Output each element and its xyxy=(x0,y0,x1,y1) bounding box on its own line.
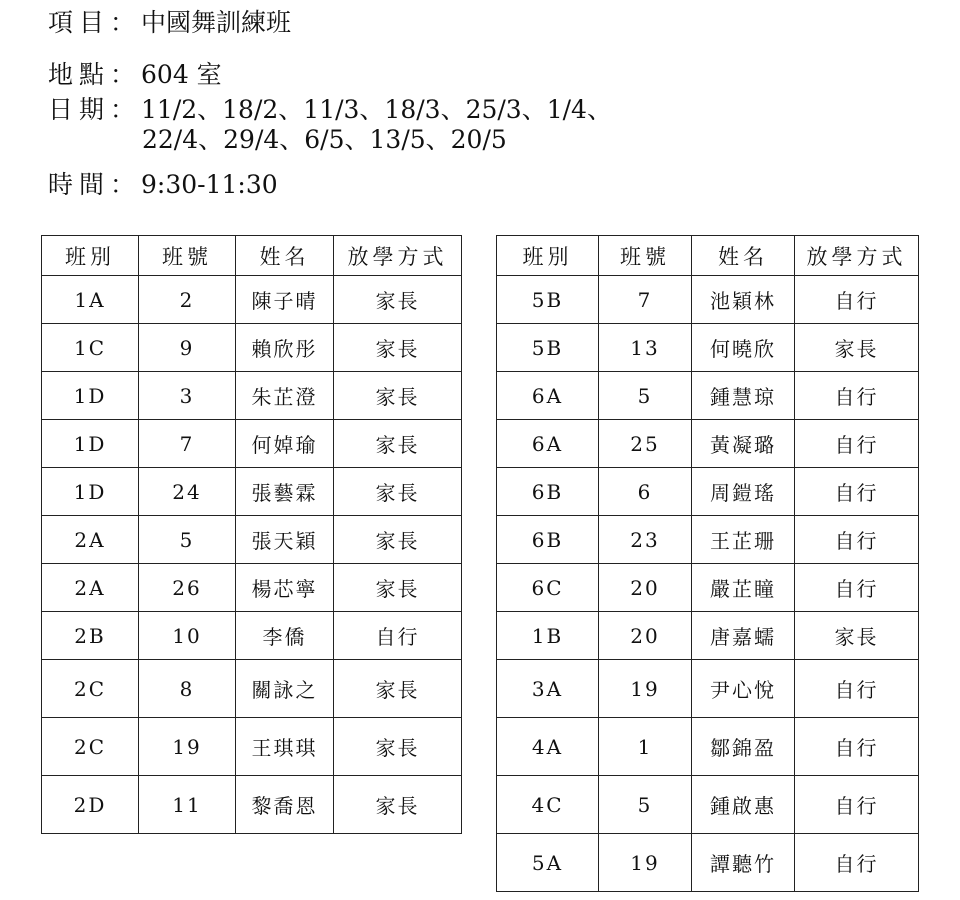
col-header-name: 姓名 xyxy=(236,236,334,276)
cell-dismissal: 自行 xyxy=(795,276,919,324)
cell-number: 1 xyxy=(599,718,692,776)
cell-name: 唐嘉蠕 xyxy=(692,612,795,660)
cell-number: 3 xyxy=(139,372,236,420)
time-line xyxy=(48,170,278,200)
cell-number: 19 xyxy=(599,660,692,718)
table-row xyxy=(42,372,462,420)
cell-class: 2A xyxy=(42,516,139,564)
cell-dismissal: 家長 xyxy=(334,420,462,468)
project-value: 中國舞訓練班 xyxy=(141,8,292,37)
cell-name: 王琪琪 xyxy=(236,718,334,776)
cell-class: 2B xyxy=(42,612,139,660)
cell-name: 何曉欣 xyxy=(692,324,795,372)
cell-name: 賴欣彤 xyxy=(236,324,334,372)
table-row xyxy=(42,468,462,516)
cell-dismissal: 自行 xyxy=(795,420,919,468)
dates-label: 日期： xyxy=(48,95,142,124)
cell-name: 鍾啟惠 xyxy=(692,776,795,834)
cell-class: 2C xyxy=(42,718,139,776)
cell-dismissal: 自行 xyxy=(795,718,919,776)
col-header-dismissal: 放學方式 xyxy=(334,236,462,276)
cell-class: 5A xyxy=(497,834,599,892)
cell-name: 周鎧瑤 xyxy=(692,468,795,516)
cell-class: 2C xyxy=(42,660,139,718)
cell-number: 20 xyxy=(599,612,692,660)
table-row xyxy=(497,718,919,776)
cell-dismissal: 家長 xyxy=(334,276,462,324)
cell-number: 23 xyxy=(599,516,692,564)
cell-class: 4A xyxy=(497,718,599,776)
cell-dismissal: 自行 xyxy=(334,612,462,660)
cell-number: 19 xyxy=(139,718,236,776)
cell-dismissal: 家長 xyxy=(334,718,462,776)
right-table-header xyxy=(497,236,919,276)
dates-line-2-wrap xyxy=(142,125,507,155)
project-label: 項目： xyxy=(48,8,142,37)
cell-name: 黃凝璐 xyxy=(692,420,795,468)
cell-dismissal: 自行 xyxy=(795,776,919,834)
location-label: 地點： xyxy=(48,60,142,89)
cell-number: 9 xyxy=(139,324,236,372)
cell-name: 尹心悅 xyxy=(692,660,795,718)
cell-dismissal: 家長 xyxy=(334,372,462,420)
cell-name: 池穎林 xyxy=(692,276,795,324)
cell-name: 關詠之 xyxy=(236,660,334,718)
table-row xyxy=(497,420,919,468)
time-label: 時間： xyxy=(48,170,142,199)
table-row xyxy=(497,834,919,892)
dates-line-1: 11/2、18/2、11/3、18/3、25/3、1/4、 xyxy=(141,95,612,124)
col-header-dismissal: 放學方式 xyxy=(795,236,919,276)
cell-class: 6A xyxy=(497,420,599,468)
cell-dismissal: 自行 xyxy=(795,372,919,420)
cell-name: 何婥瑜 xyxy=(236,420,334,468)
cell-name: 鍾慧琼 xyxy=(692,372,795,420)
col-header-class: 班別 xyxy=(42,236,139,276)
cell-class: 1D xyxy=(42,468,139,516)
cell-class: 2D xyxy=(42,776,139,834)
cell-class: 5B xyxy=(497,324,599,372)
cell-dismissal: 自行 xyxy=(795,564,919,612)
cell-name: 張天穎 xyxy=(236,516,334,564)
cell-class: 1D xyxy=(42,420,139,468)
dates-line xyxy=(48,95,612,125)
cell-name: 鄒錦盈 xyxy=(692,718,795,776)
cell-name: 譚聽竹 xyxy=(692,834,795,892)
dates-line-2: 22/4、29/4、6/5、13/5、20/5 xyxy=(142,125,507,154)
cell-number: 19 xyxy=(599,834,692,892)
table-row xyxy=(42,776,462,834)
table-row xyxy=(497,372,919,420)
cell-class: 4C xyxy=(497,776,599,834)
table-row xyxy=(42,420,462,468)
cell-name: 黎喬恩 xyxy=(236,776,334,834)
cell-dismissal: 自行 xyxy=(795,516,919,564)
table-row xyxy=(42,718,462,776)
left-student-table xyxy=(41,235,462,834)
cell-name: 楊芯寧 xyxy=(236,564,334,612)
time-value: 9:30-11:30 xyxy=(141,170,278,199)
cell-class: 1D xyxy=(42,372,139,420)
cell-number: 5 xyxy=(139,516,236,564)
table-row xyxy=(497,324,919,372)
cell-dismissal: 家長 xyxy=(334,564,462,612)
cell-number: 8 xyxy=(139,660,236,718)
cell-number: 7 xyxy=(139,420,236,468)
cell-number: 5 xyxy=(599,776,692,834)
table-row xyxy=(42,660,462,718)
location-value: 604 室 xyxy=(141,60,222,89)
location-line xyxy=(48,60,222,90)
table-row xyxy=(42,612,462,660)
cell-class: 3A xyxy=(497,660,599,718)
cell-number: 11 xyxy=(139,776,236,834)
cell-class: 5B xyxy=(497,276,599,324)
cell-dismissal: 家長 xyxy=(334,468,462,516)
cell-name: 陳子晴 xyxy=(236,276,334,324)
table-row xyxy=(497,276,919,324)
cell-number: 7 xyxy=(599,276,692,324)
cell-class: 1C xyxy=(42,324,139,372)
cell-number: 26 xyxy=(139,564,236,612)
table-row xyxy=(497,516,919,564)
table-row xyxy=(42,564,462,612)
cell-dismissal: 家長 xyxy=(795,612,919,660)
col-header-number: 班號 xyxy=(139,236,236,276)
cell-dismissal: 家長 xyxy=(795,324,919,372)
table-row xyxy=(497,468,919,516)
cell-name: 朱芷澄 xyxy=(236,372,334,420)
col-header-class: 班別 xyxy=(497,236,599,276)
table-row xyxy=(497,564,919,612)
cell-dismissal: 家長 xyxy=(334,660,462,718)
table-row xyxy=(42,324,462,372)
cell-number: 25 xyxy=(599,420,692,468)
cell-class: 2A xyxy=(42,564,139,612)
cell-number: 10 xyxy=(139,612,236,660)
cell-number: 5 xyxy=(599,372,692,420)
table-row xyxy=(497,660,919,718)
table-row xyxy=(497,612,919,660)
cell-name: 張藝霖 xyxy=(236,468,334,516)
cell-class: 1A xyxy=(42,276,139,324)
project-line xyxy=(48,8,291,38)
cell-class: 6C xyxy=(497,564,599,612)
table-row xyxy=(497,776,919,834)
cell-dismissal: 家長 xyxy=(334,516,462,564)
cell-number: 6 xyxy=(599,468,692,516)
cell-dismissal: 自行 xyxy=(795,468,919,516)
cell-class: 6A xyxy=(497,372,599,420)
left-table-header xyxy=(42,236,462,276)
right-student-table xyxy=(496,235,919,892)
cell-name: 嚴芷瞳 xyxy=(692,564,795,612)
cell-name: 李僑 xyxy=(236,612,334,660)
cell-number: 2 xyxy=(139,276,236,324)
cell-number: 13 xyxy=(599,324,692,372)
table-row xyxy=(42,276,462,324)
cell-class: 6B xyxy=(497,516,599,564)
cell-dismissal: 家長 xyxy=(334,776,462,834)
cell-class: 6B xyxy=(497,468,599,516)
cell-number: 20 xyxy=(599,564,692,612)
cell-dismissal: 自行 xyxy=(795,834,919,892)
cell-number: 24 xyxy=(139,468,236,516)
col-header-name: 姓名 xyxy=(692,236,795,276)
table-row xyxy=(42,516,462,564)
cell-class: 1B xyxy=(497,612,599,660)
cell-dismissal: 家長 xyxy=(334,324,462,372)
col-header-number: 班號 xyxy=(599,236,692,276)
cell-name: 王芷珊 xyxy=(692,516,795,564)
cell-dismissal: 自行 xyxy=(795,660,919,718)
